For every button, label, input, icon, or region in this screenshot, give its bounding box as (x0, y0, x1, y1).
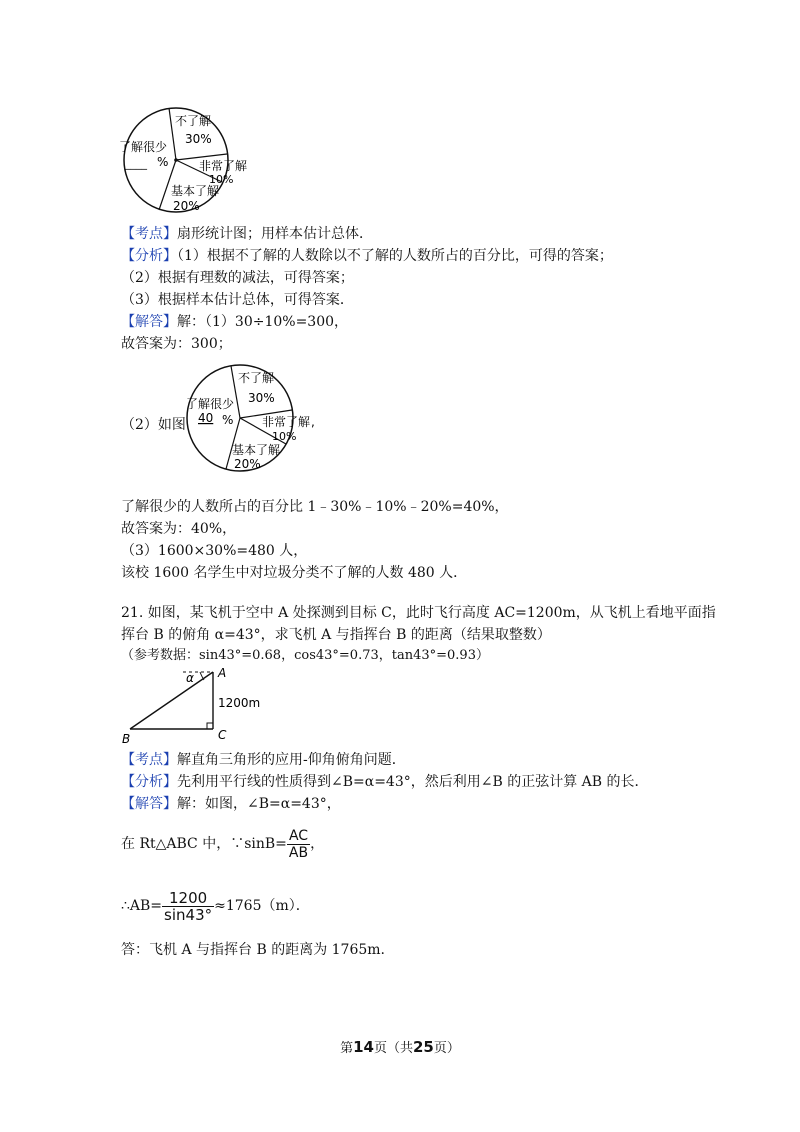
q21-stem-2: 挥台 B 的俯角 α=43°，求飞机 A 与指挥台 B 的距离（结果取整数） (121, 627, 551, 643)
pie2-label-b: 了解很少 (186, 397, 235, 411)
pie1-label-d: 基本了解 (171, 184, 220, 198)
pie-chart-2 (186, 360, 326, 478)
q20-kaodian: 【考点】扇形统计图；用样本估计总体． (121, 226, 373, 242)
q21-kaodian: 【考点】解直角三角形的应用-仰角俯角问题． (121, 752, 406, 768)
q20-part3: （3）1600×30%=480 人， (121, 543, 308, 559)
q20-part2-prefix: （2）如图 (121, 417, 186, 433)
q20-fenxi-2: （2）根据有理数的减法，可得答案； (121, 270, 354, 286)
q21-stem-1: 21. 如图，某飞机于空中 A 处探测到目标 C，此时飞行高度 AC=1200m，从飞机上看地平面指 (121, 605, 716, 621)
q21-ab-line: ∴AB= $\frac{1200}{\sin 43^\circ}$ ≈1765（m）． (121, 888, 310, 924)
pie1-label-a: 不了解 (175, 114, 212, 128)
pie2-value-a: 30% (248, 391, 275, 405)
q20-answer-1: 故答案为：300； (121, 336, 232, 352)
triangle-figure (118, 666, 278, 746)
pie1-value-b: % (157, 155, 169, 169)
q20-line-a: 了解很少的人数所占的百分比 1﹣30%﹣10%﹣20%=40%， (121, 499, 509, 515)
pie1-value-a: 30% (185, 132, 212, 146)
q20-fenxi-1: 【分析】（1）根据不了解的人数除以不了解的人数所占的百分比，可得的答案； (121, 248, 613, 264)
pie2-unit-b: % (222, 413, 234, 427)
sin-fraction: $\frac{AC}{AB}$ (288, 827, 309, 861)
q21-jieda: 【解答】解：如图，∠B=α=43°， (121, 796, 341, 812)
q21-fenxi: 【分析】先利用平行线的性质得到∠B=α=43°，然后利用∠B 的正弦计算 AB 的长． (121, 774, 649, 790)
ab-fraction: $\frac{1200}{\sin 43^\circ}$ (164, 888, 213, 924)
triangle-length: 1200m (218, 696, 261, 710)
q21-answer: 答：飞机 A 与指挥台 B 的距离为 1765m. (121, 942, 386, 958)
triangle-label-c: C (218, 728, 227, 742)
pie2-label-c: 非常了解 (262, 415, 311, 429)
pie1-value-d: 20% (173, 199, 200, 213)
q20-answer-2: 故答案为：40%， (121, 521, 237, 537)
pie1-blank-b: ____ (125, 157, 147, 170)
q20-jieda-1: 【解答】解：（1）30÷10%=300， (121, 314, 349, 330)
pie-chart-1 (119, 100, 249, 218)
page-total: 25 (413, 1038, 434, 1056)
triangle-label-b: B (122, 732, 131, 746)
triangle-alpha: α (186, 671, 194, 685)
q20-fenxi-3: （3）根据样本估计总体，可得答案． (121, 292, 354, 308)
pie1-label-c: 非常了解 (199, 159, 248, 173)
pie2-value-c: 10% (272, 430, 297, 443)
q20-conclusion: 该校 1600 名学生中对垃圾分类不了解的人数 480 人． (121, 565, 468, 581)
pie1-value-c: 10% (209, 173, 234, 186)
q21-sin-line: 在 Rt△ABC 中，∵sinB= $\frac{AC}{AB}$ ， (121, 827, 325, 861)
pie2-value-b: 40 (198, 411, 214, 425)
page-footer: 第14页（共25页） (340, 1038, 460, 1056)
page-number: 14 (353, 1038, 374, 1056)
pie2-value-d: 20% (234, 457, 261, 471)
pie2-label-a: 不了解 (238, 371, 275, 385)
triangle-label-a: A (218, 666, 227, 680)
pie1-label-b: 了解很少 (119, 140, 168, 154)
q21-ref-data: （参考数据：sin43°=0.68，cos43°=0.73，tan43°=0.93） (121, 648, 489, 663)
pie2-comma: , (311, 415, 315, 429)
pie2-label-d: 基本了解 (232, 443, 281, 457)
